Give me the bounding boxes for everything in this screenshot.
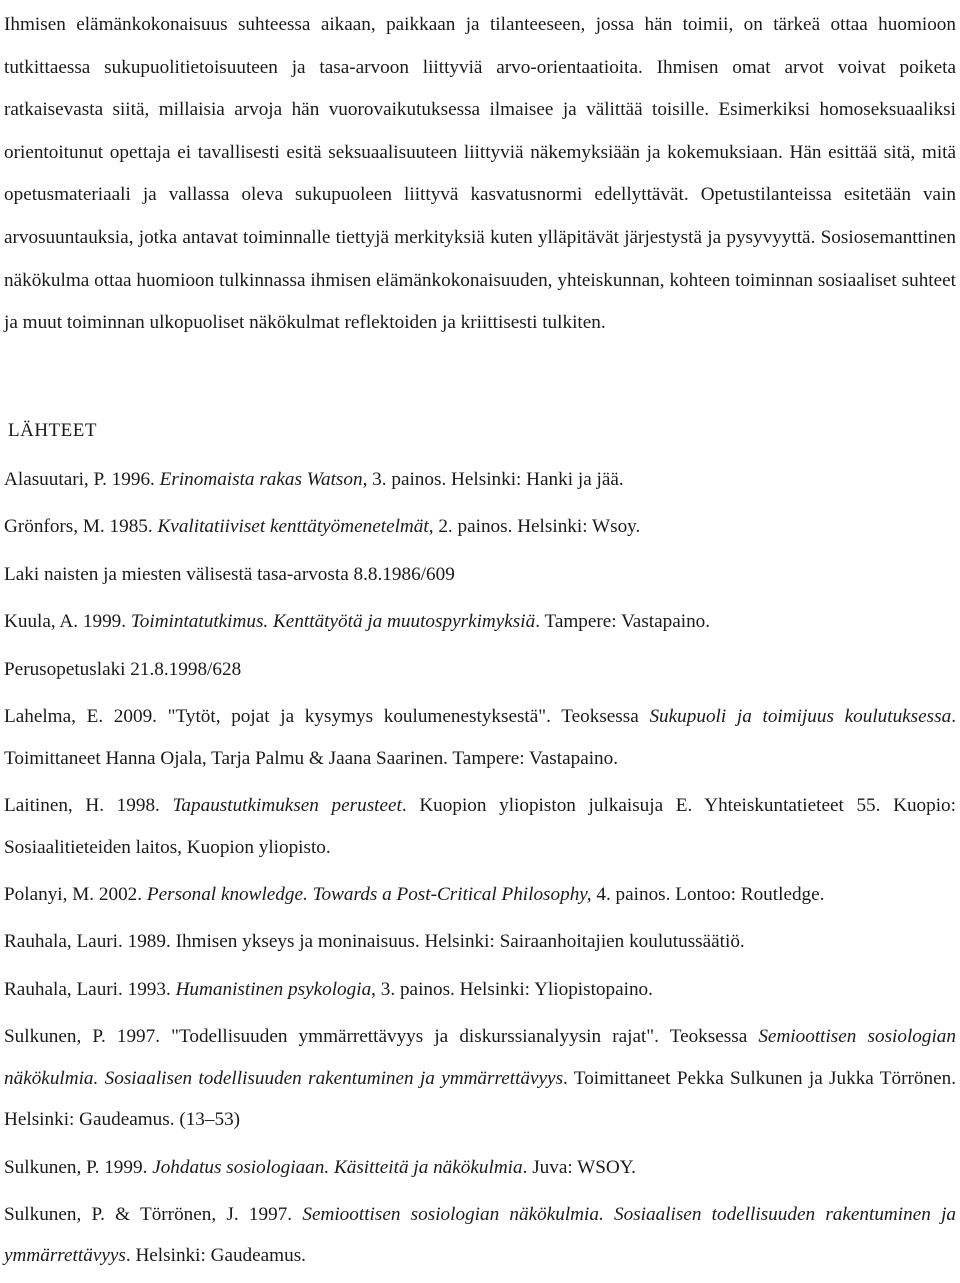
reference-text: . Toimittaneet Pekka Sulkunen ja Jukka Törrönen. Helsinki: Gaudeamus. (13–53) [4, 1067, 956, 1131]
reference-text: , 3. painos. Helsinki: Hanki ja jää. [362, 469, 624, 490]
reference-text: 4. painos. Lontoo: Routledge. [591, 883, 825, 905]
reference-text: Kuula, A. 1999. [4, 611, 131, 633]
reference-item [4, 785, 956, 868]
reference-title: Personal knowledge. Towards a Post-Critical Philosophy, [146, 883, 592, 905]
reference-list [4, 459, 956, 1283]
reference-text: Alasuutari, P. 1996. [4, 469, 160, 490]
reference-title: Semioottisen sosiologian näkökulmia. Sosiaalisen todellisuuden rakentuminen ja ymmärrettävyys [4, 1204, 957, 1267]
reference-text: Rauhala, Lauri. 1989. Ihmisen ykseys ja moninaisuus. Helsinki: Sairaanhoitajien koulutussäätiö. [4, 931, 745, 953]
reference-item [4, 649, 956, 690]
reference-title: Johdatus sosiologiaan. Käsitteitä ja näkökulmia [152, 1156, 523, 1178]
reference-text: Laitinen, H. 1998. [4, 795, 173, 817]
reference-title: Humanistinen psykologia [175, 978, 372, 1000]
reference-text: Lahelma, E. 2009. "Tytöt, pojat ja kysymys koulumenestyksestä". Teoksessa [4, 706, 650, 728]
reference-text: Grönfors, M. 1985. [4, 516, 158, 538]
reference-item [4, 1147, 956, 1188]
reference-title: Toimintatutkimus. Kenttätyötä ja muutospyrkimyksiä [130, 611, 536, 633]
reference-item [4, 696, 956, 779]
reference-text: . Juva: WSOY. [522, 1156, 636, 1178]
reference-item [4, 874, 956, 915]
reference-item [4, 969, 956, 1010]
reference-item [4, 554, 956, 595]
reference-text: Rauhala, Lauri. 1993. [4, 978, 176, 1000]
reference-text: . Tampere: Vastapaino. [535, 611, 711, 633]
reference-text: . Helsinki: Gaudeamus. [125, 1245, 306, 1267]
reference-text: Polanyi, M. 2002. [4, 883, 147, 905]
body-paragraph: Ihmisen elämänkokonaisuus suhteessa aikaan, paikkaan ja tilanteeseen, jossa hän toimii, on tärkeä ottaa huomioon tutkittaessa sukupuolitietoisuuteen ja tasa-arvoon liittyviä arvo-orientaatioita. Ihmisen omat arvot voivat poiketa ratkaisevasta siitä, millaisia arvoja hän vuorovaikutuksessa ilmaisee ja välittää toisille. Esimerkiksi homoseksuaaliksi orientoitunut opettaja ei tavallisesti esitä seksuaalisuuteen liittyviä näkemyksiään ja kokemuksiaan. Hän esittää sitä, mitä opetusmateriaali ja vallassa oleva sukupuoleen liittyvä kasvatusnormi edellyttävät. Opetustilanteissa esitetään vain arvosuuntauksia, jotka antavat toiminnalle tiettyjä merkityksiä kuten ylläpitävät järjestystä ja pysyvyyttä. Sosiosemanttinen näkökulma ottaa huomioon tulkinnassa ihmisen elämänkokonaisuuden, yhteiskunnan, kohteen toiminnan sosiaaliset suhteet ja muut toiminnan ulkopuoliset näkökulmat reflektoiden ja kriittisesti tulkiten. [4, 14, 956, 334]
reference-text: Sulkunen, P. 1997. "Todellisuuden ymmärrettävyys ja diskurssianalyysin rajat". Teoksessa [4, 1026, 759, 1048]
reference-item [4, 506, 956, 547]
reference-text: Perusopetuslaki 21.8.1998/628 [4, 658, 242, 680]
reference-item [4, 601, 956, 642]
reference-text: Laki naisten ja miesten välisestä tasa-arvosta 8.8.1986/609 [4, 563, 455, 585]
reference-item [4, 921, 956, 962]
reference-title: Semioottisen sosiologian näkökulmia. Sosiaalisen todellisuuden rakentuminen ja ymmärrettävyys [4, 1026, 956, 1089]
reference-text: Sulkunen, P. 1999. [4, 1156, 153, 1178]
reference-text: . Toimittaneet Hanna Ojala, Tarja Palmu & Jaana Saarinen. Tampere: Vastapaino. [4, 706, 956, 769]
reference-title: Erinomaista rakas Watson [159, 469, 363, 490]
reference-title: Tapaustutkimuksen perusteet [172, 795, 402, 817]
reference-text: Sulkunen, P. & Törrönen, J. 1997. [4, 1204, 303, 1225]
reference-text: . Kuopion yliopiston julkaisuja E. Yhteiskuntatieteet 55. Kuopio: Sosiaalitieteiden laitos, Kuopion yliopisto. [4, 795, 956, 858]
reference-title: Sukupuoli ja toimijuus koulutuksessa [649, 706, 952, 728]
reference-text: , 3. painos. Helsinki: Yliopistopaino. [371, 978, 653, 1000]
references-heading: LÄHTEET [8, 420, 97, 441]
reference-text: 2. painos. Helsinki: Wsoy. [433, 516, 641, 538]
reference-item [4, 459, 956, 500]
reference-item [4, 1016, 956, 1140]
reference-title: Kvalitatiiviset kenttätyömenetelmät, [157, 516, 434, 538]
reference-item [4, 1194, 956, 1277]
